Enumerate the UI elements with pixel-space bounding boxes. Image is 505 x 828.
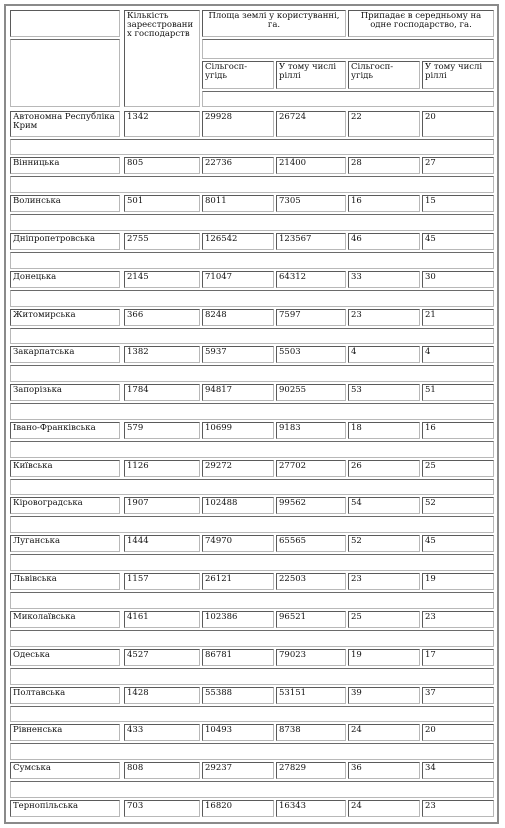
value-cell-count: 1784 xyxy=(124,384,200,401)
region-name-cell: Волинська xyxy=(10,195,120,212)
row-spacer xyxy=(10,176,494,193)
region-name-cell: Житомирська xyxy=(10,309,120,326)
value-cell-avg-agri: 23 xyxy=(348,573,420,590)
value-cell-avg-arable: 45 xyxy=(422,233,494,250)
value-cell-area-agri: 8011 xyxy=(202,195,274,212)
header-agri-land: Сільгосп- угідь xyxy=(202,61,274,89)
value-cell-count: 805 xyxy=(124,157,200,174)
row-spacer xyxy=(10,706,494,722)
value-cell-area-agri: 22736 xyxy=(202,157,274,174)
value-cell-avg-arable: 30 xyxy=(422,271,494,288)
value-cell-avg-agri: 36 xyxy=(348,762,420,779)
value-cell-area-arable: 5503 xyxy=(276,346,346,363)
value-cell-area-arable: 22503 xyxy=(276,573,346,590)
value-cell-area-arable: 79023 xyxy=(276,649,346,666)
value-cell-avg-agri: 16 xyxy=(348,195,420,212)
value-cell-count: 808 xyxy=(124,762,200,779)
value-cell-area-arable: 21400 xyxy=(276,157,346,174)
region-name-cell: Закарпатська xyxy=(10,346,120,363)
value-cell-area-agri: 102386 xyxy=(202,611,274,628)
value-cell-area-agri: 126542 xyxy=(202,233,274,250)
value-cell-avg-arable: 51 xyxy=(422,384,494,401)
value-cell-area-agri: 102488 xyxy=(202,497,274,514)
header-per-farm: Припадає в середньому на одне господарство, га. xyxy=(348,10,494,37)
value-cell-area-agri: 5937 xyxy=(202,346,274,363)
value-cell-area-agri: 8248 xyxy=(202,309,274,326)
value-cell-avg-agri: 22 xyxy=(348,111,420,137)
value-cell-avg-arable: 20 xyxy=(422,724,494,741)
region-name-cell: Київська xyxy=(10,460,120,477)
value-cell-avg-agri: 25 xyxy=(348,611,420,628)
header-arable-incl-2: У тому числі ріллі xyxy=(422,61,494,89)
value-cell-avg-arable: 37 xyxy=(422,687,494,704)
region-name-cell: Дніпропетровська xyxy=(10,233,120,250)
value-cell-area-arable: 7305 xyxy=(276,195,346,212)
value-cell-count: 579 xyxy=(124,422,200,439)
value-cell-avg-agri: 19 xyxy=(348,649,420,666)
value-cell-count: 1907 xyxy=(124,497,200,514)
value-cell-count: 1157 xyxy=(124,573,200,590)
value-cell-area-arable: 53151 xyxy=(276,687,346,704)
value-cell-avg-arable: 34 xyxy=(422,762,494,779)
value-cell-area-agri: 74970 xyxy=(202,535,274,552)
value-cell-area-agri: 29237 xyxy=(202,762,274,779)
row-spacer xyxy=(10,781,494,798)
row-spacer xyxy=(10,630,494,647)
value-cell-area-agri: 94817 xyxy=(202,384,274,401)
row-spacer xyxy=(10,743,494,760)
value-cell-avg-arable: 23 xyxy=(422,611,494,628)
value-cell-avg-arable: 25 xyxy=(422,460,494,477)
value-cell-area-arable: 123567 xyxy=(276,233,346,250)
row-spacer xyxy=(10,479,494,495)
value-cell-avg-arable: 45 xyxy=(422,535,494,552)
header-bottom-strip xyxy=(202,91,494,107)
value-cell-count: 501 xyxy=(124,195,200,212)
value-cell-avg-agri: 39 xyxy=(348,687,420,704)
value-cell-avg-agri: 53 xyxy=(348,384,420,401)
value-cell-avg-arable: 23 xyxy=(422,800,494,817)
value-cell-count: 4161 xyxy=(124,611,200,628)
value-cell-avg-agri: 52 xyxy=(348,535,420,552)
row-spacer xyxy=(10,592,494,609)
value-cell-count: 1428 xyxy=(124,687,200,704)
value-cell-avg-arable: 19 xyxy=(422,573,494,590)
value-cell-count: 433 xyxy=(124,724,200,741)
value-cell-area-arable: 96521 xyxy=(276,611,346,628)
value-cell-avg-arable: 16 xyxy=(422,422,494,439)
region-name-cell: Львівська xyxy=(10,573,120,590)
value-cell-area-agri: 10493 xyxy=(202,724,274,741)
value-cell-count: 1382 xyxy=(124,346,200,363)
header-farms-count: Кількість зареєстровани х господарств xyxy=(124,10,200,107)
header-agri-land-2: Сільгосп- угідь xyxy=(348,61,420,89)
value-cell-area-arable: 27829 xyxy=(276,762,346,779)
value-cell-area-agri: 29272 xyxy=(202,460,274,477)
row-spacer xyxy=(10,365,494,382)
value-cell-avg-agri: 46 xyxy=(348,233,420,250)
value-cell-area-arable: 90255 xyxy=(276,384,346,401)
region-name-cell: Миколаївська xyxy=(10,611,120,628)
value-cell-count: 1126 xyxy=(124,460,200,477)
value-cell-avg-arable: 27 xyxy=(422,157,494,174)
value-cell-avg-agri: 24 xyxy=(348,724,420,741)
value-cell-area-arable: 16343 xyxy=(276,800,346,817)
value-cell-avg-agri: 4 xyxy=(348,346,420,363)
header-land-area: Площа землі у користуванні, га. xyxy=(202,10,346,37)
row-spacer xyxy=(10,328,494,344)
value-cell-area-agri: 86781 xyxy=(202,649,274,666)
value-cell-area-arable: 9183 xyxy=(276,422,346,439)
value-cell-avg-arable: 21 xyxy=(422,309,494,326)
region-name-cell: Одеська xyxy=(10,649,120,666)
value-cell-count: 703 xyxy=(124,800,200,817)
region-name-cell: Вінницька xyxy=(10,157,120,174)
value-cell-avg-arable: 52 xyxy=(422,497,494,514)
row-spacer xyxy=(10,290,494,307)
value-cell-area-arable: 8738 xyxy=(276,724,346,741)
value-cell-area-arable: 99562 xyxy=(276,497,346,514)
value-cell-avg-agri: 18 xyxy=(348,422,420,439)
header-arable-incl: У тому числі ріллі xyxy=(276,61,346,89)
value-cell-avg-arable: 17 xyxy=(422,649,494,666)
value-cell-area-arable: 26724 xyxy=(276,111,346,137)
value-cell-avg-agri: 24 xyxy=(348,800,420,817)
region-name-cell: Кіровоградська xyxy=(10,497,120,514)
value-cell-count: 1342 xyxy=(124,111,200,137)
value-cell-area-agri: 16820 xyxy=(202,800,274,817)
value-cell-area-arable: 27702 xyxy=(276,460,346,477)
region-name-cell: Полтавська xyxy=(10,687,120,704)
value-cell-area-agri: 55388 xyxy=(202,687,274,704)
value-cell-area-arable: 64312 xyxy=(276,271,346,288)
header-corner-cell xyxy=(10,10,120,37)
row-spacer xyxy=(10,554,494,571)
value-cell-area-agri: 26121 xyxy=(202,573,274,590)
region-name-cell: Тернопільська xyxy=(10,800,120,817)
header-corner-body xyxy=(10,39,120,107)
value-cell-avg-agri: 54 xyxy=(348,497,420,514)
region-name-cell: Автономна Республіка Крим xyxy=(10,111,120,137)
value-cell-avg-arable: 15 xyxy=(422,195,494,212)
value-cell-area-agri: 71047 xyxy=(202,271,274,288)
row-spacer xyxy=(10,214,494,231)
region-name-cell: Луганська xyxy=(10,535,120,552)
value-cell-avg-arable: 20 xyxy=(422,111,494,137)
region-name-cell: Рівненська xyxy=(10,724,120,741)
row-spacer xyxy=(10,668,494,685)
row-spacer xyxy=(10,252,494,269)
region-name-cell: Запорізька xyxy=(10,384,120,401)
value-cell-avg-arable: 4 xyxy=(422,346,494,363)
value-cell-avg-agri: 33 xyxy=(348,271,420,288)
value-cell-count: 366 xyxy=(124,309,200,326)
value-cell-avg-agri: 28 xyxy=(348,157,420,174)
region-name-cell: Донецька xyxy=(10,271,120,288)
row-spacer xyxy=(10,441,494,458)
value-cell-area-arable: 65565 xyxy=(276,535,346,552)
value-cell-area-agri: 10699 xyxy=(202,422,274,439)
value-cell-avg-agri: 23 xyxy=(348,309,420,326)
value-cell-count: 4527 xyxy=(124,649,200,666)
value-cell-area-arable: 7597 xyxy=(276,309,346,326)
value-cell-area-agri: 29928 xyxy=(202,111,274,137)
row-spacer xyxy=(10,403,494,420)
row-spacer xyxy=(10,139,494,155)
region-name-cell: Івано-Франківська xyxy=(10,422,120,439)
value-cell-count: 1444 xyxy=(124,535,200,552)
value-cell-count: 2755 xyxy=(124,233,200,250)
header-spacer xyxy=(202,39,494,59)
region-name-cell: Сумська xyxy=(10,762,120,779)
value-cell-avg-agri: 26 xyxy=(348,460,420,477)
value-cell-count: 2145 xyxy=(124,271,200,288)
row-spacer xyxy=(10,516,494,533)
